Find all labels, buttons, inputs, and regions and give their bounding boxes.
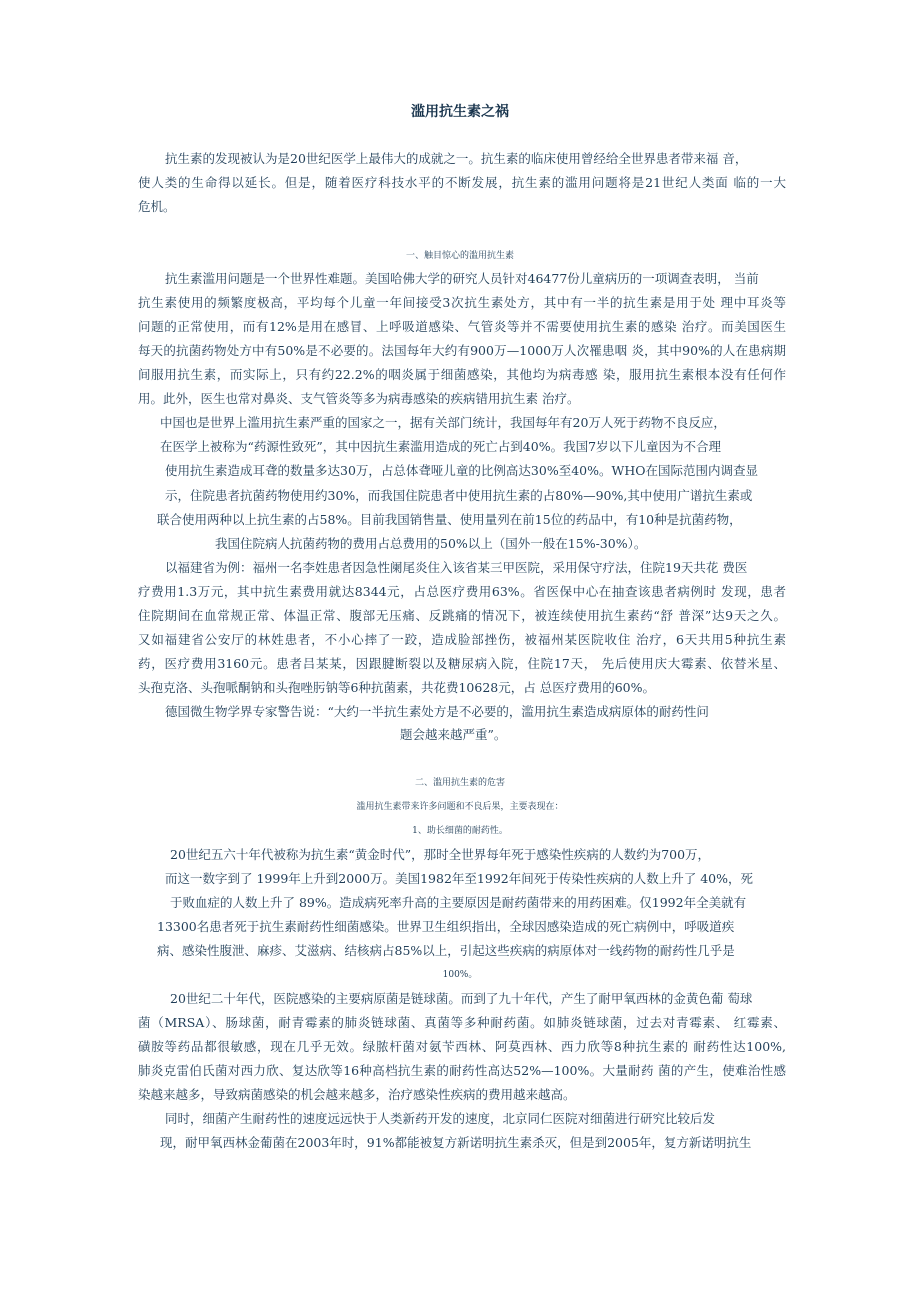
paragraph-line: 20世纪二十年代，医院感染的主要病原菌是链球菌。而到了九十年代，产生了耐甲氧西林的金黄色葡 萄球 xyxy=(170,991,753,1006)
paragraph-line: 我国住院病人抗菌药物的费用占总费用的50%以上（国外一般在15%-30%）。 xyxy=(215,536,647,551)
paragraph-line: 以福建省为例：福州一名李姓患者因急性阑尾炎住入该省某三甲医院，采用保守疗法，住院19天共花 费医 xyxy=(165,560,748,575)
page-title: 滥用抗生素之祸 xyxy=(411,104,509,120)
paragraph-line: 抗生素滥用问题是一个世界性难题。美国哈佛大学的研究人员针对46477份儿童病历的一项调查表明， 当前 xyxy=(165,271,759,286)
section-heading: 一、触目惊心的滥用抗生素 xyxy=(405,251,514,261)
paragraph-line: 使用抗生素造成耳聋的数量多达30万，占总体聋哑儿童的比例高达30%至40%。WHO在国际范围内调查显 xyxy=(165,463,758,478)
paragraph-line: 德国微生物学界专家警告说：“大约一半抗生素处方是不必要的，滥用抗生素造成病原体的耐药性问 xyxy=(165,704,709,719)
paragraph-line: 药，医疗费用3160元。患者吕某某，因跟腱断裂以及糖尿病入院，住院17天， 先后使用庆大霉素、依替米星、 xyxy=(138,656,786,671)
paragraph-line: 磺胺等药品都很敏感，现在几乎无效。绿脓杆菌对氨苄西林、阿莫西林、西力欣等8种抗生素的 耐药性达100%, xyxy=(138,1039,786,1054)
paragraph-line: 肺炎克雷伯氏菌对西力欣、复达欣等16种高档抗生素的耐药性高达52%—100%。大量耐药 菌的产生，使难治性感 xyxy=(138,1063,786,1078)
paragraph-line: 而这一数字到了 1999年上升到2000万。美国1982年至1992年间死于传染性疾病的人数上升了 40%，死 xyxy=(165,871,753,886)
paragraph-line: 每天的抗菌药物处方中有50%是不必要的。法国每年大约有900万—1000万人次罹患咽 炎，其中90%的人在患病期 xyxy=(138,343,786,358)
paragraph-line: 抗生素使用的频繁度极高，平均每个儿童一年间接受3次抗生素处方，其中有一半的抗生素是用于处 理中耳炎等 xyxy=(138,295,786,310)
paragraph-line: 现，耐甲氧西林金葡菌在2003年时，91%都能被复方新诺明抗生素杀灭，但是到2005年，复方新诺明抗生 xyxy=(160,1135,752,1150)
subsection-heading: 1、助长细菌的耐药性。 xyxy=(412,826,508,836)
section-intro: 滥用抗生素带来许多问题和不良后果，主要表现在： xyxy=(356,802,564,812)
paragraph-line: 又如福建省公安厅的林姓患者，不小心摔了一跤，造成脸部挫伤，被福州某医院收住 治疗，6天共用5种抗生素 xyxy=(138,632,786,647)
paragraph-line: 联合使用两种以上抗生素的占58%。目前我国销售量、使用量列在前15位的药品中，有10种是抗菌药物， xyxy=(157,512,742,527)
paragraph-line: 同时，细菌产生耐药性的速度远远快于人类新药开发的速度，北京同仁医院对细菌进行研究比较后发 xyxy=(165,1111,716,1126)
paragraph-line: 示，住院患者抗菌药物使用约30%，而我国住院患者中使用抗生素的占80%—90%,其中使用广谱抗生素或 xyxy=(165,488,753,503)
paragraph-line: 病、感染性腹泄、麻疹、艾滋病、结核病占85%以上，引起这些疾病的病原体对一线药物的耐药性几乎是 xyxy=(157,943,735,958)
paragraph-line: 100%。 xyxy=(442,970,478,980)
paragraph-line: 题会越来越严重”。 xyxy=(400,727,507,742)
paragraph-line: 20世纪五六十年代被称为抗生素“黄金时代”，那时全世界每年死于感染性疾病的人数约为700万， xyxy=(170,847,711,862)
intro-line: 危机。 xyxy=(138,199,176,214)
paragraph-line: 疗费用1.3万元，其中抗生素费用就达8344元，占总医疗费用63%。省医保中心在抽查该患者病例时 发现，患者 xyxy=(138,584,786,599)
intro-line: 抗生素的发现被认为是20世纪医学上最伟大的成就之一。抗生素的临床使用曾经给全世界患者带来福 音， xyxy=(165,151,748,166)
paragraph-line: 问题的正常使用，而有12%是用在感冒、上呼吸道感染、气管炎等并不需要使用抗生素的感染 治疗。而美国医生 xyxy=(138,319,786,334)
section-heading: 二、滥用抗生素的危害 xyxy=(414,778,505,788)
paragraph-line: 间服用抗生素，而实际上，只有约22.2%的咽炎属于细菌感染，其他均为病毒感 染，服用抗生素根本没有任何作 xyxy=(138,367,786,382)
paragraph-line: 染越来越多，导致病菌感染的机会越来越多，治疗感染性疾病的费用越来越高。 xyxy=(138,1087,576,1102)
paragraph-line: 用。此外，医生也常对鼻炎、支气管炎等多为病毒感染的疾病错用抗生素 治疗。 xyxy=(138,391,580,406)
paragraph-line: 头孢克洛、头孢哌酮钠和头孢唑肟钠等6种抗菌素，共花费10628元，占 总医疗费用的60%。 xyxy=(138,680,655,695)
paragraph-line: 于败血症的人数上升了 89%。造成病死率升高的主要原因是耐药菌带来的用药困难。仅1992年全美就有 xyxy=(170,895,747,910)
paragraph-line: 菌（MRSA）、肠球菌，耐青霉素的肺炎链球菌、真菌等多种耐药菌。如肺炎链球菌，过去对青霉素、 红霉素、 xyxy=(138,1015,786,1030)
paragraph-line: 13300名患者死于抗生素耐药性细菌感染。世界卫生组织指出，全球因感染造成的死亡病例中，呼吸道疾 xyxy=(157,919,735,934)
paragraph-line: 中国也是世界上滥用抗生素严重的国家之一，据有关部门统计，我国每年有20万人死于药物不良反应， xyxy=(160,415,726,430)
paragraph-line: 在医学上被称为“药源性致死”，其中因抗生素滥用造成的死亡占到40%。我国7岁以下儿童因为不合理 xyxy=(160,439,722,454)
paragraph-line: 住院期间在血常规正常、体温正常、腹部无压痛、反跳痛的情况下，被连续使用抗生素药“舒 普深”达9天之久。 xyxy=(138,608,786,623)
intro-line: 使人类的生命得以延长。但是，随着医疗科技水平的不断发展，抗生素的滥用问题将是21世纪人类面 临的一大 xyxy=(138,175,786,190)
